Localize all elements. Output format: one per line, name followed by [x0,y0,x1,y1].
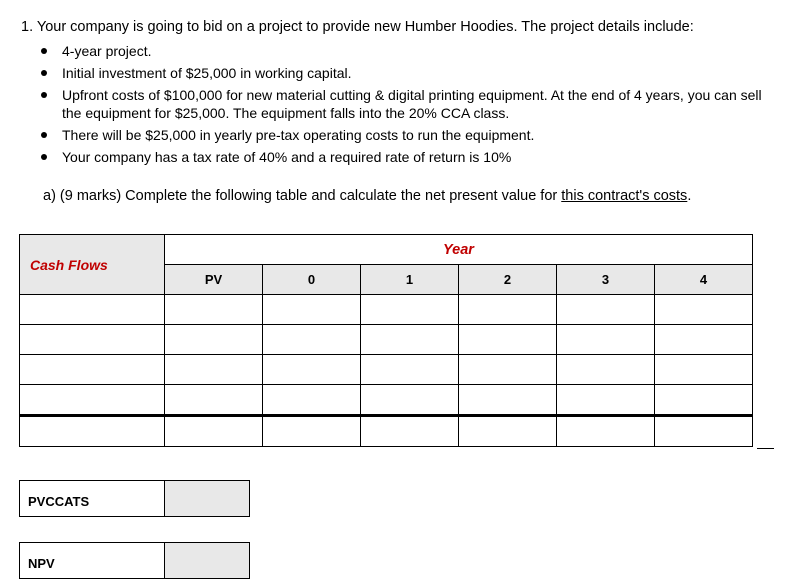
table-cell[interactable] [557,385,655,416]
table-cell[interactable] [557,325,655,355]
table-cell[interactable] [361,385,459,416]
table-cell[interactable] [655,355,753,385]
table-cell[interactable] [459,355,557,385]
table-cell[interactable] [361,295,459,325]
table-cell[interactable] [459,325,557,355]
table-row [20,385,753,416]
list-item: Your company has a tax rate of 40% and a required rate of return is 10% [36,148,776,166]
bullet-icon [41,70,47,76]
table-cell[interactable] [263,295,361,325]
bullet-icon [41,132,47,138]
table-cell[interactable] [165,295,263,325]
list-item: 4-year project. [36,42,776,60]
pvccats-answer-cell[interactable] [165,481,250,517]
list-item: There will be $25,000 in yearly pre-tax operating costs to run the equipment. [36,126,776,144]
part-a-instructions: a) (9 marks) Complete the following table and calculate the net present value for this contract's costs. [43,188,692,204]
underlined-phrase: this contract's costs [561,188,688,204]
table-row [20,325,753,355]
column-header-year-3: 3 [557,265,655,295]
table-cell[interactable] [263,385,361,416]
table-row [20,295,753,325]
column-header-year-1: 1 [361,265,459,295]
bullet-icon [41,154,47,160]
table-cell[interactable] [459,416,557,447]
cash-flows-header: Cash Flows [20,235,165,295]
table-cell[interactable] [165,325,263,355]
table-cell[interactable] [20,325,165,355]
question-title: 1. Your company is going to bid on a project to provide new Humber Hoodies. The project details include: [21,19,694,35]
project-details-list [36,42,776,170]
table-row [20,355,753,385]
table-cell[interactable] [361,325,459,355]
table-cell[interactable] [655,295,753,325]
table-cell[interactable] [263,355,361,385]
bullet-icon [41,48,47,54]
npv-label: NPV [20,543,165,579]
table-cell[interactable] [20,416,165,447]
table-row-total [20,416,753,447]
table-cell[interactable] [557,355,655,385]
table-cell[interactable] [165,385,263,416]
table-cell[interactable] [557,295,655,325]
year-header: Year [165,235,753,265]
table-cell[interactable] [557,416,655,447]
column-header-year-0: 0 [263,265,361,295]
table-cell[interactable] [655,385,753,416]
cash-flow-table [19,234,753,447]
table-cell[interactable] [165,355,263,385]
pvccats-table [19,480,250,517]
table-cell[interactable] [20,385,165,416]
table-cell[interactable] [361,355,459,385]
column-header-year-2: 2 [459,265,557,295]
table-cell[interactable] [165,416,263,447]
table-cell[interactable] [655,416,753,447]
table-cell[interactable] [459,295,557,325]
npv-answer-cell[interactable] [165,543,250,579]
pvccats-label: PVCCATS [20,481,165,517]
table-cell[interactable] [361,416,459,447]
column-header-pv: PV [165,265,263,295]
table-cell[interactable] [263,416,361,447]
table-cell[interactable] [263,325,361,355]
list-item: Initial investment of $25,000 in working capital. [36,64,776,82]
npv-table [19,542,250,579]
table-cell[interactable] [655,325,753,355]
divider [757,448,774,449]
table-cell[interactable] [20,355,165,385]
list-item: Upfront costs of $100,000 for new material cutting & digital printing equipment. At the end of 4 years, you can sell the equipment for $25,000. The equipment falls into the 20% CCA class. [36,86,776,122]
bullet-icon [41,92,47,98]
table-cell[interactable] [459,385,557,416]
column-header-year-4: 4 [655,265,753,295]
table-cell[interactable] [20,295,165,325]
